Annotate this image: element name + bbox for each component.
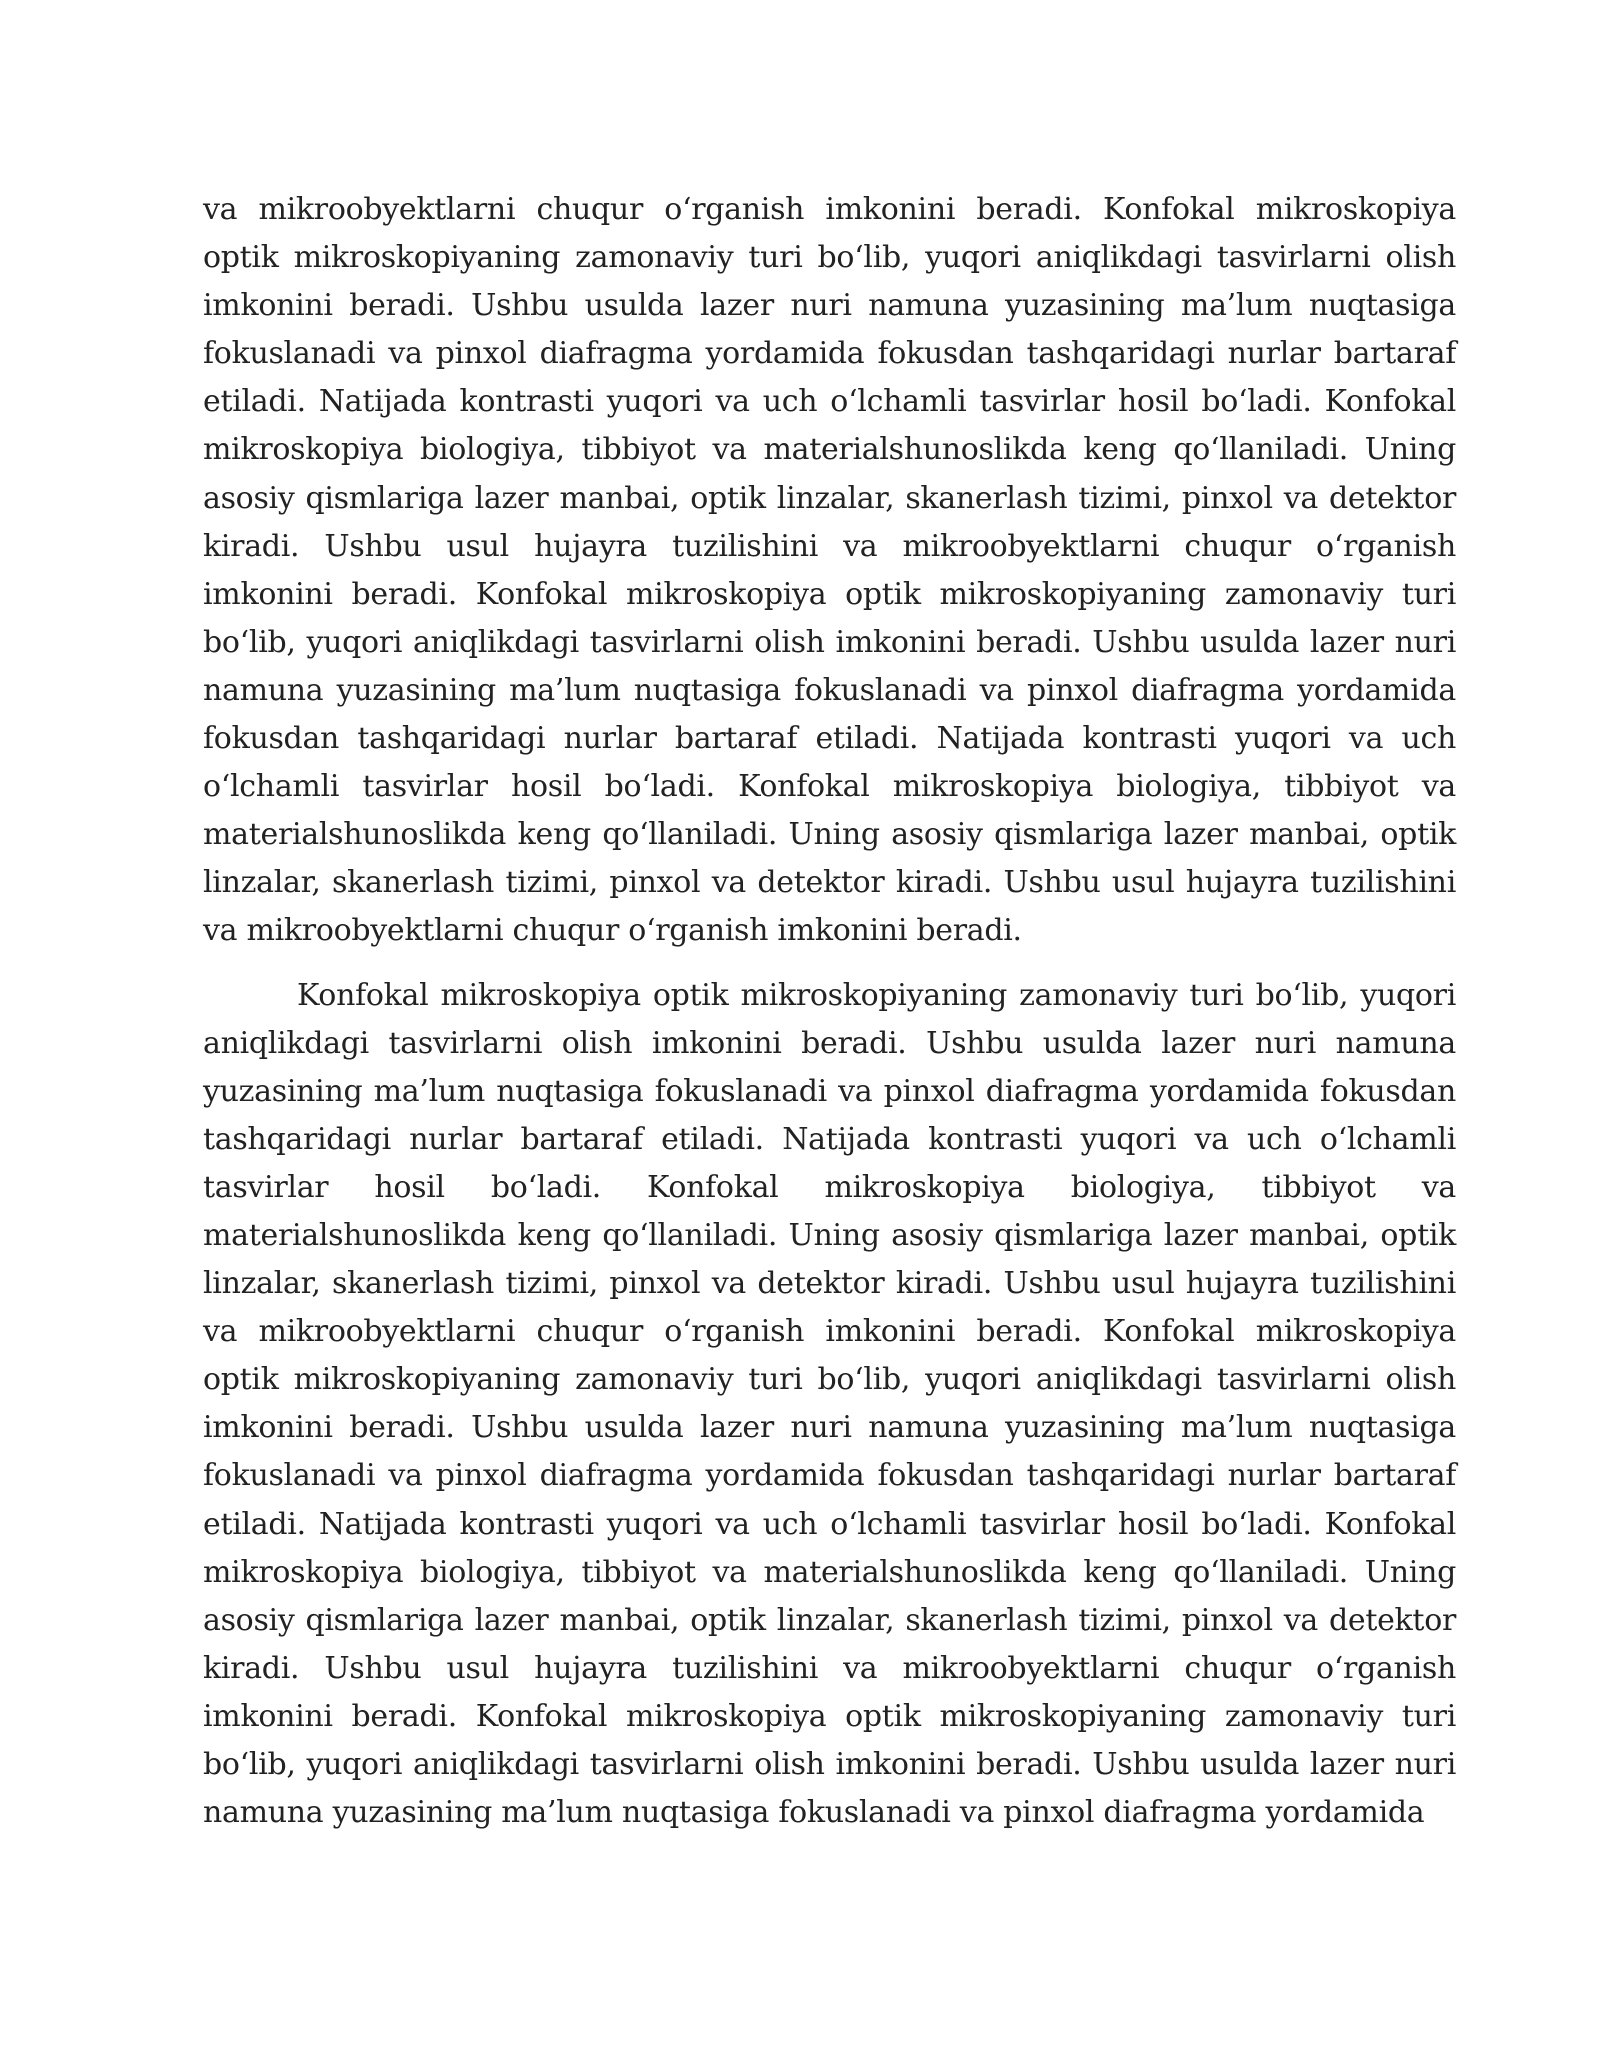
paragraph-1: va mikroobyektlarni chuqur o‘rganish imkonini beradi. Konfokal mikroskopiya optik mikroskopiyaning zamonaviy turi bo‘lib, yuqori aniqlikdagi tasvirlarni olish imkonini beradi. Ushbu usulda lazer nuri namuna yuzasining ma’lum nuqtasiga fokuslanadi va pinxol diafragma yordamida fokusdan tashqaridagi nurlar bartaraf etiladi. Natijada kontrasti yuqori va uch o‘lchamli tasvirlar hosil bo‘ladi. Konfokal mikroskopiya biologiya, tibbiyot va materialshunoslikda keng qo‘llaniladi. Uning asosiy qismlariga lazer manbai, optik linzalar, skanerlash tizimi, pinxol va detektor kiradi. Ushbu usul hujayra tuzilishini va mikroobyektlarni chuqur o‘rganish imkonini beradi. Konfokal mikroskopiya optik mikroskopiyaning zamonaviy turi bo‘lib, yuqori aniqlikdagi tasvirlarni olish imkonini beradi. Ushbu usulda lazer nuri namuna yuzasining ma’lum nuqtasiga fokuslanadi va pinxol diafragma yordamida fokusdan tashqaridagi nurlar bartaraf etiladi. Natijada kontrasti yuqori va uch o‘lchamli tasvirlar hosil bo‘ladi. Konfokal mikroskopiya biologiya, tibbiyot va materialshunoslikda keng qo‘llaniladi. Uning asosiy qismlariga lazer manbai, optik linzalar, skanerlash tizimi, pinxol va detektor kiradi. Ushbu usul hujayra tuzilishini va mikroobyektlarni chuqur o‘rganish imkonini beradi. [203,192,1456,949]
paragraph-2: Konfokal mikroskopiya optik mikroskopiyaning zamonaviy turi bo‘lib, yuqori aniqlikdagi tasvirlarni olish imkonini beradi. Ushbu usulda lazer nuri namuna yuzasining ma’lum nuqtasiga fokuslanadi va pinxol diafragma yordamida fokusdan tashqaridagi nurlar bartaraf etiladi. Natijada kontrasti yuqori va uch o‘lchamli tasvirlar hosil bo‘ladi. Konfokal mikroskopiya biologiya, tibbiyot va materialshunoslikda keng qo‘llaniladi. Uning asosiy qismlariga lazer manbai, optik linzalar, skanerlash tizimi, pinxol va detektor kiradi. Ushbu usul hujayra tuzilishini va mikroobyektlarni chuqur o‘rganish imkonini beradi. Konfokal mikroskopiya optik mikroskopiyaning zamonaviy turi bo‘lib, yuqori aniqlikdagi tasvirlarni olish imkonini beradi. Ushbu usulda lazer nuri namuna yuzasining ma’lum nuqtasiga fokuslanadi va pinxol diafragma yordamida fokusdan tashqaridagi nurlar bartaraf etiladi. Natijada kontrasti yuqori va uch o‘lchamli tasvirlar hosil bo‘ladi. Konfokal mikroskopiya biologiya, tibbiyot va materialshunoslikda keng qo‘llaniladi. Uning asosiy qismlariga lazer manbai, optik linzalar, skanerlash tizimi, pinxol va detektor kiradi. Ushbu usul hujayra tuzilishini va mikroobyektlarni chuqur o‘rganish imkonini beradi. Konfokal mikroskopiya optik mikroskopiyaning zamonaviy turi bo‘lib, yuqori aniqlikdagi tasvirlarni olish imkonini beradi. Ushbu usulda lazer nuri namuna yuzasining ma’lum nuqtasiga fokuslanadi va pinxol diafragma yordamida [203,977,1456,1831]
body-text [203,186,1456,1837]
